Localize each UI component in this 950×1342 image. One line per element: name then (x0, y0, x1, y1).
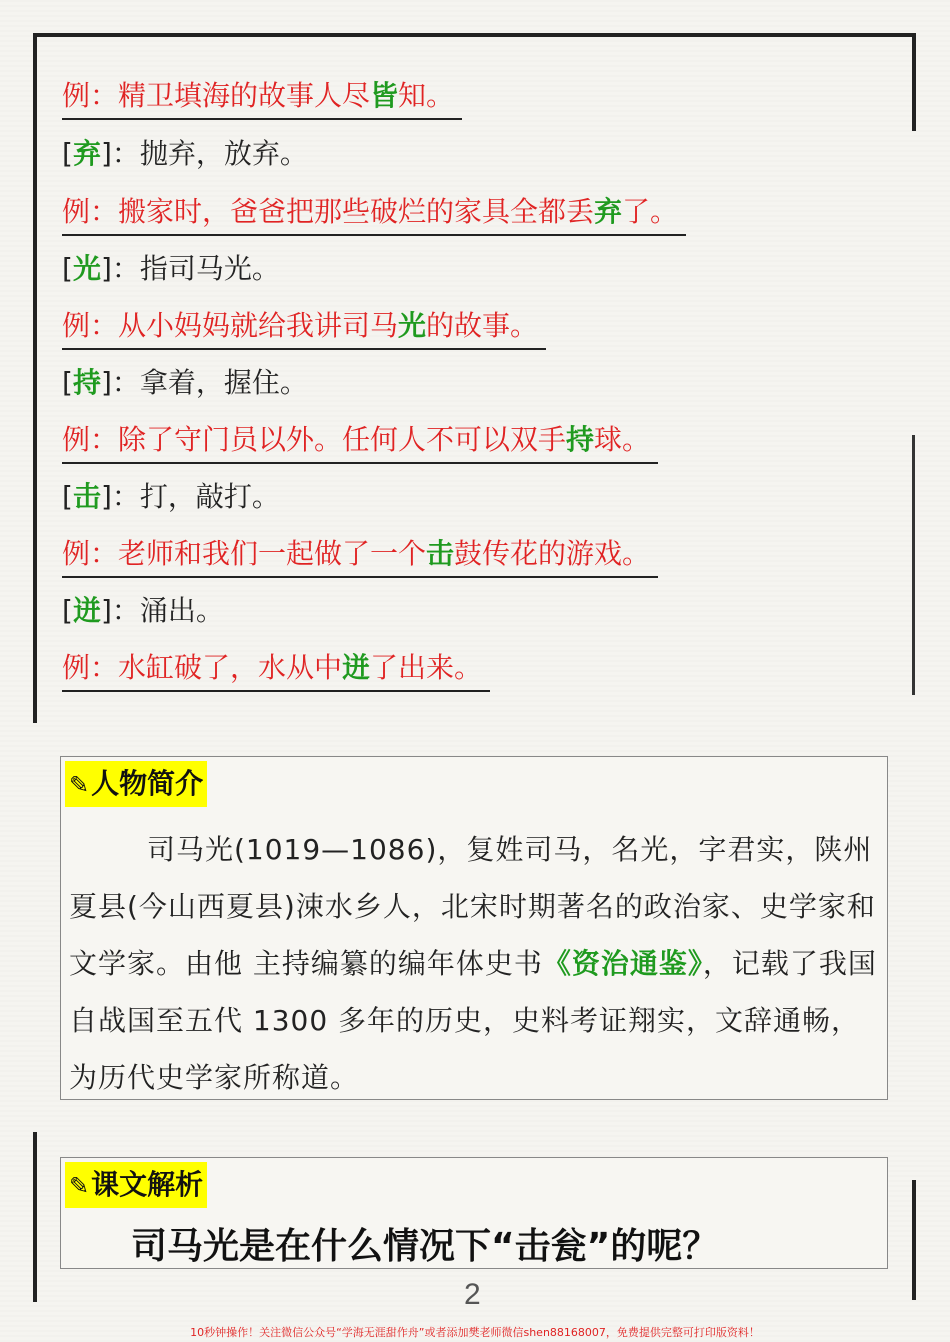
example-prefix: 例： (62, 537, 119, 570)
bio-title-text: 人物简介 (91, 767, 204, 800)
example-highlight: 持 (566, 423, 595, 456)
headword: 击 (72, 480, 101, 513)
example-text: 球。 (594, 423, 651, 456)
bio-paragraph (69, 821, 881, 1106)
example-prefix: 例： (62, 79, 119, 112)
example-text: 水缸破了，水从中 (118, 651, 343, 684)
definition-text: ：指司马光。 (111, 252, 280, 285)
example-text: 精卫填海的故事人尽 (118, 79, 371, 112)
example-highlight: 光 (398, 309, 427, 342)
bracket: [ (62, 366, 73, 399)
definition-line (62, 475, 280, 519)
example-text: 鼓传花的游戏。 (454, 537, 651, 570)
headword: 持 (72, 366, 101, 399)
bio-text: 司马光(1019—1086)，复姓司马，名光，字君实，陕州夏县(今山西夏县)涑水乡人，北宋时期著名的政治家、史学家和文学家。由他 主持编纂的编年体史书 (69, 833, 876, 980)
example-line (62, 304, 546, 350)
definition-text: ：拿着，握住。 (111, 366, 308, 399)
example-text: 除了守门员以外。任何人不可以双手 (118, 423, 567, 456)
definition-line (62, 247, 280, 291)
definition-text: ：打，敲打。 (111, 480, 280, 513)
example-text: 的故事。 (426, 309, 539, 342)
frame-line-top (35, 33, 915, 37)
analysis-question: 司马光是在什么情况下“击瓮”的呢？ (131, 1226, 719, 1267)
bracket: [ (62, 137, 73, 170)
example-line (62, 190, 686, 236)
bio-title (65, 761, 207, 807)
frame-line-left (33, 33, 37, 723)
bracket: ] (100, 480, 112, 513)
definition-line (62, 132, 308, 176)
definition-line (62, 589, 224, 633)
bracket: [ (62, 480, 73, 513)
headword: 弃 (72, 137, 101, 170)
example-text: 搬家时，爸爸把那些破烂的家具全都丢 (118, 195, 595, 228)
definition-text: ：抛弃，放弃。 (111, 137, 308, 170)
definition-line (62, 361, 308, 405)
footer-note: 10秒钟操作！关注微信公众号“学海无涯甜作舟”或者添加樊老师微信shen88168007，免费提供完整可打印版资料！ (190, 1326, 760, 1339)
pencil-icon: ✎ (69, 771, 90, 799)
example-text: 了出来。 (370, 651, 483, 684)
example-prefix: 例： (62, 423, 119, 456)
page-number: 2 (464, 1278, 481, 1311)
bracket: ] (100, 594, 112, 627)
example-highlight: 皆 (370, 79, 399, 112)
headword: 光 (72, 252, 101, 285)
pencil-icon: ✎ (69, 1172, 90, 1200)
definition-text: ：涌出。 (111, 594, 224, 627)
example-prefix: 例： (62, 651, 119, 684)
bracket: ] (100, 252, 112, 285)
bio-text: ，记载了我国自战国至五代 1300 多年的历史，史料考证翔实，文辞通畅，为历代史学家所称道。 (69, 947, 877, 1094)
analysis-box (60, 1157, 888, 1269)
example-text: 了。 (622, 195, 679, 228)
example-text: 知。 (398, 79, 455, 112)
example-line (62, 532, 658, 578)
bracket: [ (62, 252, 73, 285)
example-highlight: 击 (426, 537, 455, 570)
bracket: ] (100, 366, 112, 399)
example-highlight: 迸 (342, 651, 371, 684)
example-line (62, 74, 462, 120)
example-line (62, 418, 658, 464)
example-line (62, 646, 490, 692)
bracket: [ (62, 594, 73, 627)
example-text: 老师和我们一起做了一个 (118, 537, 427, 570)
example-text: 从小妈妈就给我讲司马 (118, 309, 399, 342)
bio-box (60, 756, 888, 1100)
frame-line-right-top (912, 33, 916, 131)
frame-line-left-bottom (33, 1132, 37, 1302)
frame-line-right-bottom (912, 1180, 916, 1300)
headword: 迸 (72, 594, 101, 627)
analysis-title-text: 课文解析 (91, 1168, 204, 1201)
example-highlight: 弃 (594, 195, 623, 228)
example-prefix: 例： (62, 309, 119, 342)
frame-line-right-mid (912, 435, 915, 695)
analysis-title (65, 1162, 207, 1208)
example-prefix: 例： (62, 195, 119, 228)
book-title: 《资治通鉴》 (542, 947, 703, 980)
bracket: ] (100, 137, 112, 170)
